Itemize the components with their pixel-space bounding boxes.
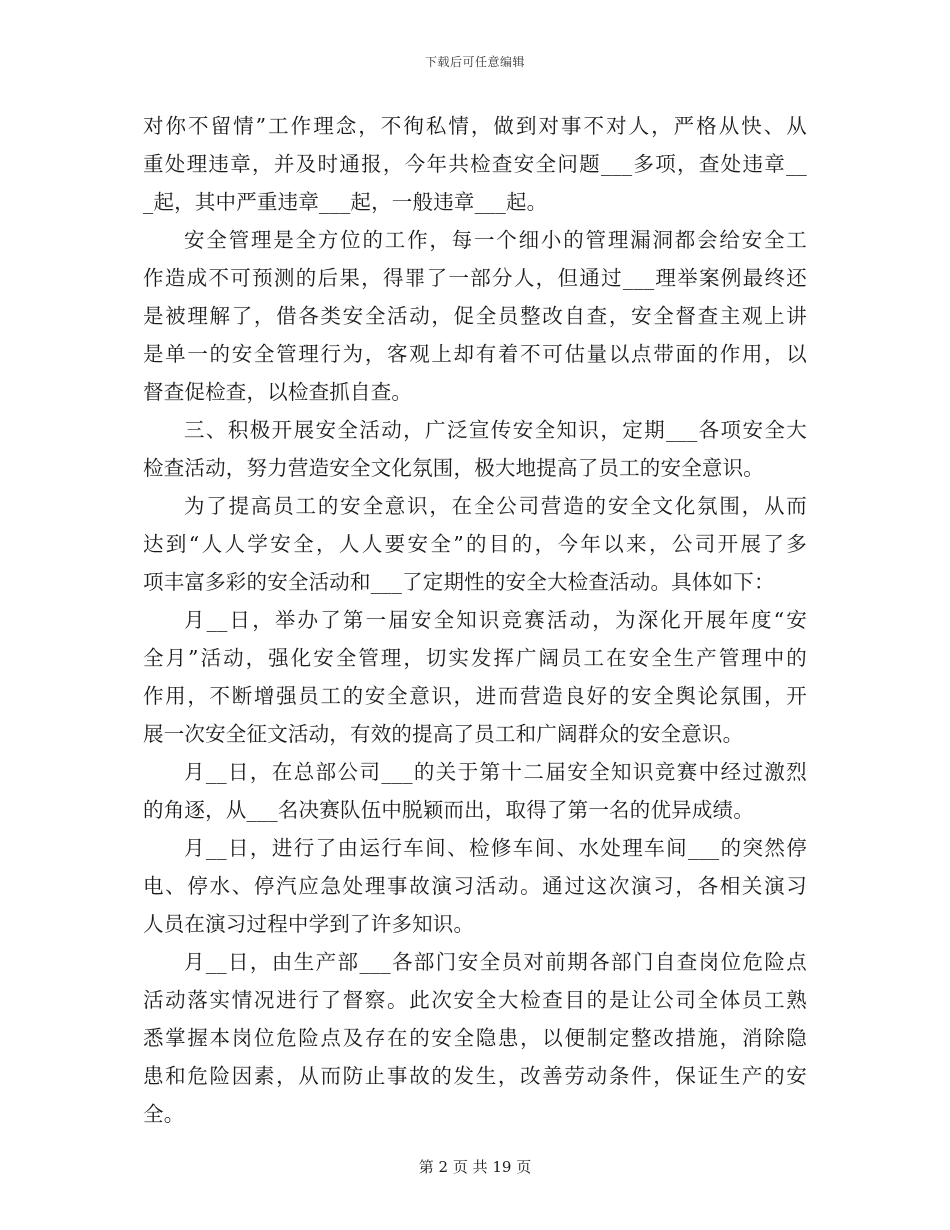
text-line: 月__日，在总部公司___的关于第十二届安全知识竞赛中经过激烈 <box>184 760 807 784</box>
text-line: 达到“人人学安全，人人要安全”的目的，今年以来，公司开展了多 <box>143 532 807 556</box>
text-line: 三、积极开展安全活动，广泛宣传安全知识，定期___各项安全大 <box>184 418 807 442</box>
text-line: 检查活动，努力营造安全文化氛围，极大地提高了员工的安全意识。 <box>143 456 764 480</box>
text-line: 月__日，进行了由运行车间、检修车间、水处理车间___的突然停 <box>184 836 807 860</box>
text-line: 全。 <box>143 1102 185 1126</box>
page-footer: 第 2 页 共 19 页 <box>418 1158 532 1176</box>
text-line: 作用，不断增强员工的安全意识，进而营造良好的安全舆论氛围，开 <box>143 684 807 708</box>
document-body <box>143 107 807 1133</box>
text-line: 重处理违章，并及时通报，今年共检查安全问题___多项，查处违章__ <box>143 152 807 176</box>
text-line: 安全管理是全方位的工作，每一个细小的管理漏洞都会给安全工 <box>184 228 807 252</box>
text-line: 作造成不可预测的后果，得罪了一部分人，但通过___理举案例最终还 <box>143 266 807 290</box>
text-line: 项丰富多彩的安全活动和___了定期性的安全大检查活动。具体如下： <box>143 570 775 594</box>
text-line: 的角逐，从___名决赛队伍中脱颖而出，取得了第一名的优异成绩。 <box>143 798 754 822</box>
text-line: 月__日，由生产部___各部门安全员对前期各部门自查岗位危险点 <box>184 950 807 974</box>
text-line: 对你不留情”工作理念，不徇私情，做到对事不对人，严格从快、从 <box>143 114 807 138</box>
text-line: 活动落实情况进行了督察。此次安全大检查目的是让公司全体员工熟 <box>143 988 807 1012</box>
text-line: 督查促检查，以检查抓自查。 <box>143 380 413 404</box>
text-line: 月__日，举办了第一届安全知识竞赛活动，为深化开展年度“安 <box>184 608 807 632</box>
text-line: 悉掌握本岗位危险点及存在的安全隐患，以便制定整改措施，消除隐 <box>143 1026 807 1050</box>
text-line: 展一次安全征文活动，有效的提高了员工和广阔群众的安全意识。 <box>143 722 744 746</box>
text-line: 是单一的安全管理行为，客观上却有着不可估量以点带面的作用，以 <box>143 342 807 366</box>
text-line: 是被理解了，借各类安全活动，促全员整改自查，安全督查主观上讲 <box>143 304 807 328</box>
text-line: 人员在演习过程中学到了许多知识。 <box>143 912 475 936</box>
page-header: 下载后可任意编辑 <box>424 55 525 69</box>
text-line: _起，其中严重违章___起，一般违章___起。 <box>143 190 548 214</box>
text-line: 患和危险因素，从而防止事故的发生，改善劳动条件，保证生产的安 <box>143 1064 807 1088</box>
text-line: 电、停水、停汽应急处理事故演习活动。通过这次演习，各相关演习 <box>143 874 807 898</box>
text-line: 为了提高员工的安全意识，在全公司营造的安全文化氛围，从而 <box>184 494 807 518</box>
text-line: 全月”活动，强化安全管理，切实发挥广阔员工在安全生产管理中的 <box>143 646 807 670</box>
